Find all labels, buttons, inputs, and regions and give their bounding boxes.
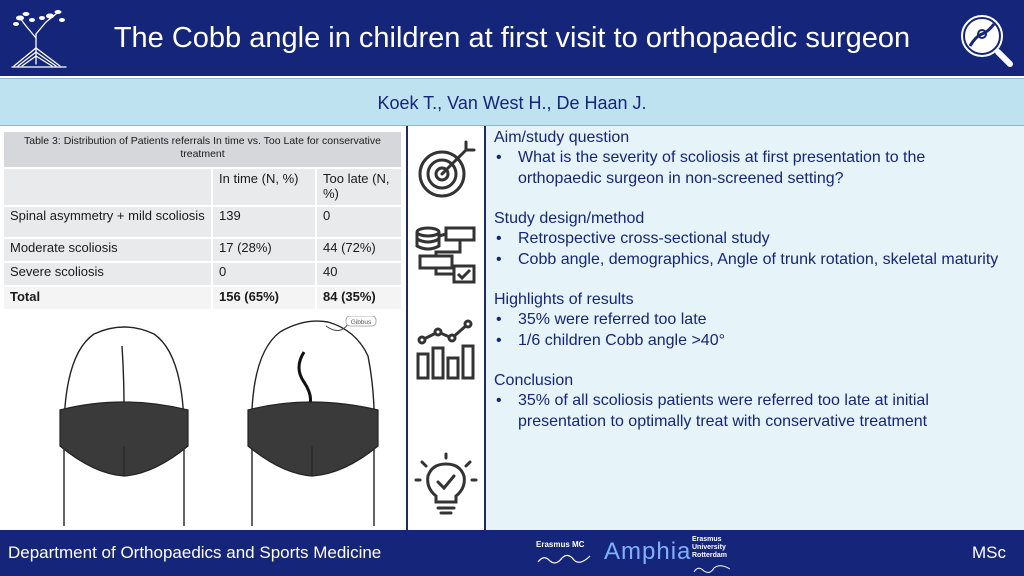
degree-label: MSc xyxy=(972,543,1006,562)
chart-icon xyxy=(414,318,478,382)
list-item: • What is the severity of scoliosis at first presentation to the orthopaedic surgeon in non-screened setting? xyxy=(496,149,926,187)
eur-logo: Erasmus University Rotterdam xyxy=(692,536,732,575)
list-item: • 35% of all scoliosis patients were referred too late at initial presentation to optimally treat with conservative treatment xyxy=(496,392,929,430)
left-panel xyxy=(0,126,408,530)
target-icon xyxy=(414,138,478,202)
table-cell: 0 xyxy=(212,262,316,286)
aim-list xyxy=(494,148,1010,189)
table-cell: Spinal asymmetry + mild scoliosis xyxy=(4,206,212,238)
table-cell: Severe scoliosis xyxy=(4,262,212,286)
table-total-row xyxy=(4,286,402,310)
poster-title: The Cobb angle in children at first visit to orthopaedic surgeon xyxy=(113,22,911,54)
results-list xyxy=(494,310,1010,351)
table-header-cell: Too late (N, %) xyxy=(316,168,402,206)
bullet-icon: • xyxy=(496,331,502,349)
magnifier-joint-icon xyxy=(952,6,1016,70)
table-cell: 0 xyxy=(316,206,402,238)
signature-icon xyxy=(692,563,732,575)
table-cell: Total xyxy=(4,286,212,310)
bullet-icon: • xyxy=(496,230,502,247)
bullet-icon: • xyxy=(496,392,502,409)
signature-icon xyxy=(536,552,592,566)
table-cell: Moderate scoliosis xyxy=(4,238,212,262)
gibbus-label: Gibbus xyxy=(350,319,372,326)
list-item: • 1/6 children Cobb angle >40° xyxy=(494,331,1010,352)
conclusion-list xyxy=(494,391,1010,432)
department-name: Department of Orthopaedics and Sports Medicine xyxy=(8,543,382,562)
section-title-results: Highlights of results xyxy=(494,291,634,308)
referral-table xyxy=(4,132,403,311)
table-row xyxy=(4,262,402,286)
footer-bar xyxy=(0,530,1024,576)
partner-logos xyxy=(524,532,764,574)
scoliotic-back-figure xyxy=(248,321,378,526)
design-list xyxy=(494,229,1010,270)
table-cell: 139 xyxy=(212,206,316,238)
table-cell: 44 (72%) xyxy=(316,238,402,262)
list-item: • Retrospective cross-sectional study xyxy=(494,229,1010,250)
bullet-icon: • xyxy=(496,311,502,328)
section-title-design: Study design/method xyxy=(494,210,645,227)
authors-band xyxy=(0,78,1024,126)
list-item: • Cobb angle, demographics, Angle of trunk rotation, skeletal maturity xyxy=(494,250,1010,271)
table-cell: 156 (65%) xyxy=(212,286,316,310)
table-cell: 84 (35%) xyxy=(316,286,402,310)
table-row xyxy=(4,206,402,238)
amphia-logo: Amphia xyxy=(604,538,692,565)
summary-panel xyxy=(486,126,1024,530)
table-cell: 40 xyxy=(316,262,402,286)
tree-logo-icon xyxy=(6,4,74,72)
table-header-cell xyxy=(4,168,212,206)
lightbulb-icon xyxy=(414,452,478,516)
scoliosis-back-illustration xyxy=(4,316,404,526)
section-title-aim: Aim/study question xyxy=(494,129,630,146)
list-item: • 35% were referred too late xyxy=(494,310,1010,331)
table-row xyxy=(4,238,402,262)
table-header-cell: In time (N, %) xyxy=(212,168,316,206)
main-content xyxy=(0,126,1024,530)
normal-back-figure xyxy=(60,327,188,526)
section-title-conclusion: Conclusion xyxy=(494,372,574,389)
erasmus-mc-logo: Erasmus MC xyxy=(536,540,592,566)
icon-column xyxy=(408,126,486,530)
header-bar xyxy=(0,0,1024,76)
table-caption: Table 3: Distribution of Patients referrals In time vs. Too Late for conservative treatment xyxy=(4,132,402,168)
authors-text: Koek T., Van West H., De Haan J. xyxy=(377,93,647,113)
bullet-icon: • xyxy=(496,149,502,166)
table-cell: 17 (28%) xyxy=(212,238,316,262)
flowchart-icon xyxy=(414,222,478,286)
bullet-icon: • xyxy=(496,250,502,268)
